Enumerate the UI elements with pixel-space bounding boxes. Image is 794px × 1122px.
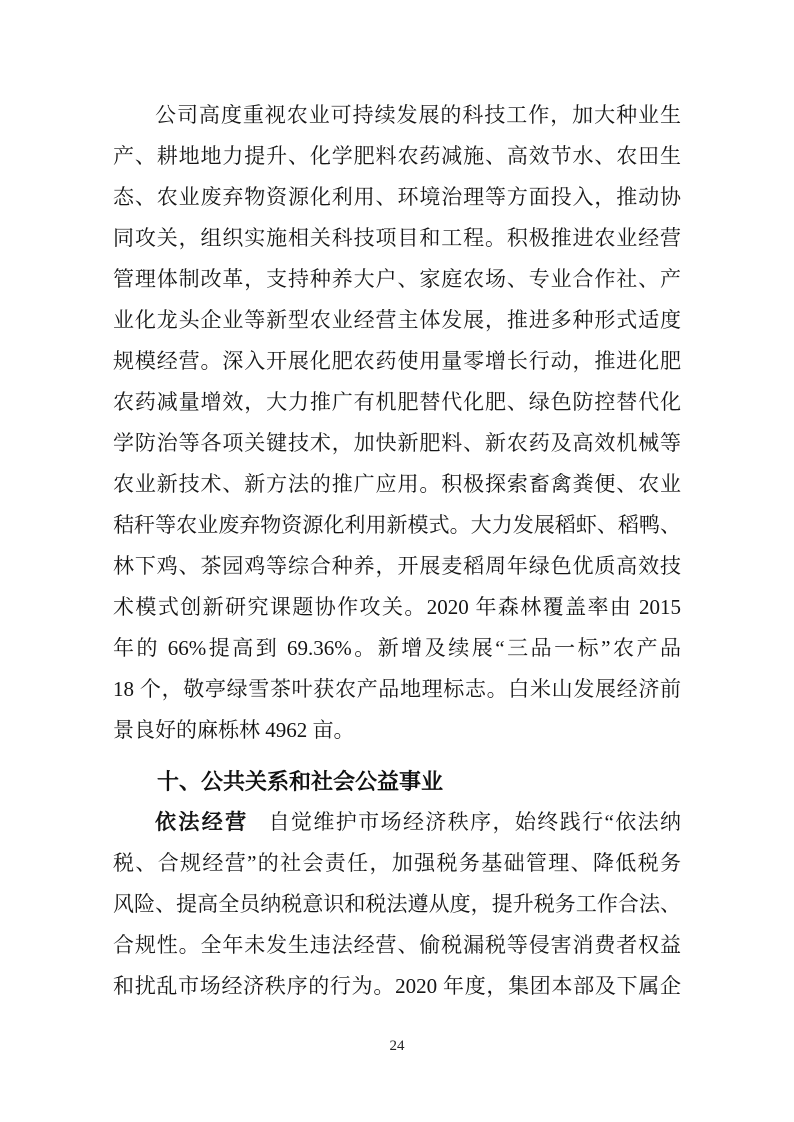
text-line: 林下鸡、茶园鸡等综合种养，开展麦稻周年绿色优质高效技 bbox=[113, 554, 681, 578]
text-line: 景良好的麻栎林 4962 亩。 bbox=[113, 718, 355, 742]
text-line: 学防治等各项关键技术，加快新肥料、新农药及高效机械等 bbox=[113, 431, 681, 455]
text-line: 态、农业废弃物资源化利用、环境治理等方面投入，推动协 bbox=[113, 185, 681, 209]
page-number: 24 bbox=[389, 1038, 405, 1054]
text-line: 术模式创新研究课题协作攻关。2020 年森林覆盖率由 2015 bbox=[113, 595, 681, 619]
para-lawful-operation bbox=[113, 802, 681, 1007]
text-line: 产、耕地地力提升、化学肥料农药减施、高效节水、农田生 bbox=[113, 144, 681, 168]
text-line: 风险、提高全员纳税意识和税法遵从度，提升税务工作合法、 bbox=[113, 892, 681, 916]
text-line: 合规性。全年未发生违法经营、偷税漏税等侵害消费者权益 bbox=[113, 933, 681, 957]
text-line: 农药减量增效，大力推广有机肥替代化肥、绿色防控替代化 bbox=[113, 390, 681, 414]
text-line: 税、合规经营”的社会责任，加强税务基础管理、降低税务 bbox=[113, 851, 681, 875]
section-heading-10: 十、公共关系和社会公益事业 bbox=[157, 769, 444, 794]
text-line: 业化龙头企业等新型农业经营主体发展，推进多种形式适度 bbox=[113, 308, 681, 332]
text-line: 管理体制改革，支持种养大户、家庭农场、专业合作社、产 bbox=[113, 267, 681, 291]
text-line: 规模经营。深入开展化肥农药使用量零增长行动，推进化肥 bbox=[113, 349, 681, 373]
para-agri-science bbox=[113, 95, 681, 751]
text-line: 依法经营 自觉维护市场经济秩序，始终践行“依法纳 bbox=[155, 810, 681, 834]
text-line: 秸秆等农业废弃物资源化利用新模式。大力发展稻虾、稻鸭、 bbox=[113, 513, 681, 537]
text-line: 同攻关，组织实施相关科技项目和工程。积极推进农业经营 bbox=[113, 226, 681, 250]
text-line: 18 个，敬亭绿雪茶叶获农产品地理标志。白米山发展经济前 bbox=[113, 677, 681, 701]
text-line: 和扰乱市场经济秩序的行为。2020 年度，集团本部及下属企 bbox=[113, 974, 681, 998]
text-line: 公司高度重视农业可持续发展的科技工作，加大种业生 bbox=[155, 103, 681, 127]
run-in-heading: 依法经营 bbox=[155, 811, 249, 834]
text-line: 农业新技术、新方法的推广应用。积极探索畜禽粪便、农业 bbox=[113, 472, 681, 496]
text-line: 年的 66%提高到 69.36%。新增及续展“三品一标”农产品 bbox=[113, 636, 681, 660]
page-content bbox=[113, 95, 681, 1007]
